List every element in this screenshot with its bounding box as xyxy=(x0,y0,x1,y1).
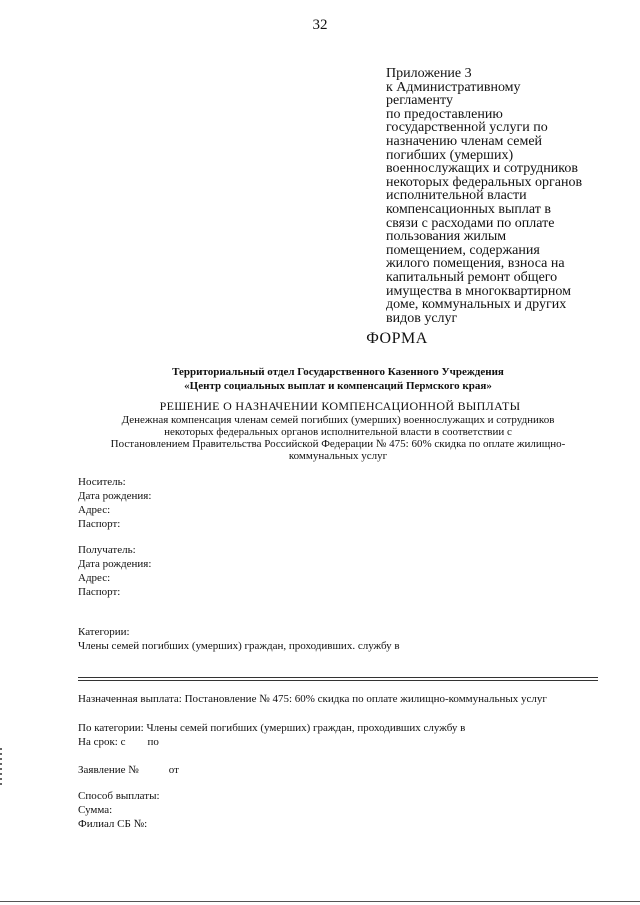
divider-line xyxy=(78,677,598,678)
carrier-passport: Паспорт: xyxy=(78,518,121,530)
payment-amount: Сумма: xyxy=(78,804,113,816)
appendix-line: погибших (умерших) xyxy=(386,147,514,163)
scan-edge-marks xyxy=(0,748,2,788)
appendix-line: связи с расходами по оплате xyxy=(386,215,555,231)
term-from-label: На срок: с xyxy=(78,736,126,748)
term-section xyxy=(78,721,465,749)
by-category: По категории: Члены семей погибших (умерших) граждан, проходивших службу в xyxy=(78,722,466,734)
divider-line xyxy=(78,680,598,681)
application-row xyxy=(78,763,179,777)
appendix-line: назначению членам семей xyxy=(386,133,543,149)
appendix-line: государственной услуги по xyxy=(386,120,548,136)
appendix-line: жилого помещения, взноса на xyxy=(386,256,565,272)
appendix-line: исполнительной власти xyxy=(386,188,527,204)
carrier-birth-date: Дата рождения: xyxy=(78,490,152,502)
compensation-line: Постановлением Правительства Российской Федерации № 475: 60% скидка по оплате жилищно- xyxy=(110,438,566,450)
appendix-line: видов услуг xyxy=(386,310,458,326)
payment-section xyxy=(78,789,160,831)
payment-method: Способ выплаты: xyxy=(78,790,160,802)
appendix-line: некоторых федеральных органов xyxy=(386,174,583,190)
compensation-line: Денежная компенсация членам семей погибших (умерших) военнослужащих и сотрудников xyxy=(121,414,555,426)
appendix-line: регламенту xyxy=(386,93,453,109)
appendix-line: доме, коммунальных и других xyxy=(386,297,567,313)
compensation-line: некоторых федеральных органов исполнительной власти в соответствии с xyxy=(164,426,512,438)
appendix-line: помещением, содержания xyxy=(386,242,540,258)
compensation-line: коммунальных услуг xyxy=(288,450,388,462)
application-number-label: Заявление № xyxy=(78,764,139,776)
appendix-line: по предоставлению xyxy=(386,106,503,122)
page-number: 32 xyxy=(312,17,328,33)
appendix-line: Приложение 3 xyxy=(386,66,472,81)
organization-line: Территориальный отдел Государственного Казенного Учреждения xyxy=(172,366,504,378)
carrier-label: Носитель: xyxy=(78,476,126,488)
compensation-description xyxy=(0,414,640,462)
application-date-label: от xyxy=(168,764,179,776)
recipient-passport: Паспорт: xyxy=(78,586,121,598)
recipient-birth-date: Дата рождения: xyxy=(78,558,152,570)
recipient-address: Адрес: xyxy=(78,572,111,584)
categories-section xyxy=(78,625,400,653)
recipient-section xyxy=(78,543,151,599)
appendix-line: капитальный ремонт общего xyxy=(386,269,558,285)
appendix-line: имущества в многоквартирном xyxy=(386,283,571,299)
page-bottom-edge xyxy=(0,901,640,902)
decision-title: РЕШЕНИЕ О НАЗНАЧЕНИИ КОМПЕНСАЦИОННОЙ ВЫПЛАТЫ xyxy=(159,399,521,413)
term-to-label: по xyxy=(147,736,159,748)
appendix-header xyxy=(386,67,582,325)
categories-label: Категории: xyxy=(78,626,130,638)
form-title: ФОРМА xyxy=(366,330,428,347)
appendix-line: пользования жилым xyxy=(386,229,507,245)
appendix-line: компенсационных выплат в xyxy=(386,201,551,217)
recipient-label: Получатель: xyxy=(78,544,136,556)
term-row xyxy=(78,735,465,749)
categories-value: Члены семей погибших (умерших) граждан, проходивших. службу в xyxy=(78,640,400,652)
carrier-address: Адрес: xyxy=(78,504,111,516)
assigned-payment: Назначенная выплата: Постановление № 475: 60% скидка по оплате жилищно-коммунальных услуг xyxy=(78,693,547,705)
appendix-line: военнослужащих и сотрудников xyxy=(386,161,578,177)
appendix-line: к Административному xyxy=(386,79,521,95)
organization-line: «Центр социальных выплат и компенсаций Пермского края» xyxy=(184,380,492,392)
payment-branch: Филиал СБ №: xyxy=(78,818,148,830)
organization-name xyxy=(0,365,640,393)
carrier-section xyxy=(78,475,151,531)
